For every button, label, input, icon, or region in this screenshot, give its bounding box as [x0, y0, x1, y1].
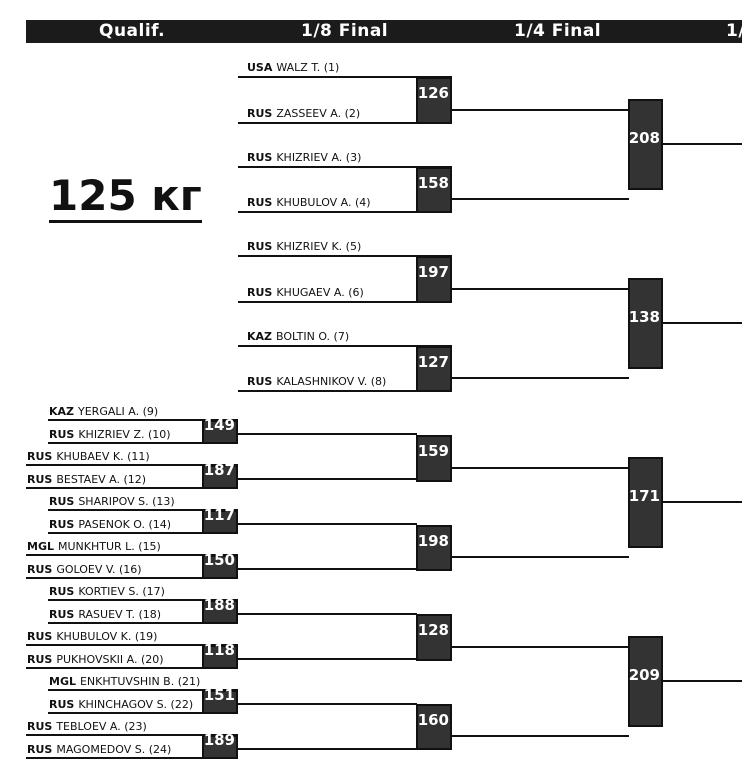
country-code: RUS: [247, 240, 273, 253]
country-code: RUS: [27, 653, 53, 666]
wrestler-name: KHINCHAGOV S. (22): [78, 698, 194, 711]
qualif-wrestler-bottom: [49, 698, 193, 712]
qualif-bout-box: [202, 641, 238, 669]
bout-number: 159: [417, 442, 449, 461]
wrestler-name: BESTAEV A. (12): [56, 473, 147, 486]
bout-number: 171: [628, 486, 660, 505]
qualif-wrestler-bottom: [49, 428, 171, 442]
country-code: RUS: [27, 743, 53, 756]
r16-bout-box: [416, 525, 452, 572]
qf-connector: [663, 501, 742, 503]
r16-connector: [452, 467, 629, 469]
country-code: RUS: [27, 473, 53, 486]
qf-bout-box: [628, 636, 663, 727]
r16-bout-box: [416, 346, 452, 393]
bout-number: 118: [203, 641, 235, 659]
country-code: RUS: [49, 428, 75, 441]
country-code: RUS: [27, 450, 53, 463]
bout-number: 160: [417, 710, 449, 729]
wrestler-name: YERGALI A. (9): [78, 405, 159, 418]
country-code: RUS: [27, 720, 53, 733]
country-code: RUS: [247, 196, 273, 209]
qualif-wrestler-bottom: [49, 518, 171, 532]
r16-bout-box: [416, 435, 452, 482]
bout-number: 128: [417, 621, 449, 640]
qf-connector: [663, 680, 742, 682]
country-code: RUS: [49, 518, 75, 531]
country-code: RUS: [49, 495, 75, 508]
qualif-connector: [238, 748, 417, 750]
bout-number: 158: [417, 173, 449, 192]
qualif-connector: [238, 658, 417, 660]
qualif-wrestler-top: [49, 585, 165, 599]
qf-bout-box: [628, 278, 663, 369]
qualif-connector: [238, 433, 417, 435]
qualif-connector: [238, 613, 417, 615]
qualif-wrestler-bottom: [27, 473, 146, 487]
qualif-wrestler-top: [27, 450, 150, 464]
r16-wrestler-bottom: [247, 286, 364, 300]
r16-bout-box: [416, 77, 452, 124]
country-code: RUS: [49, 698, 75, 711]
bout-number: 187: [203, 461, 235, 479]
bout-number: 150: [203, 551, 235, 569]
qualif-wrestler-top: [49, 405, 158, 419]
qualif-wrestler-bottom: [27, 653, 164, 667]
qualif-wrestler-top: [27, 540, 161, 554]
wrestler-name: GOLOEV V. (16): [56, 563, 142, 576]
qualif-wrestler-top: [49, 495, 175, 509]
bout-number: 149: [203, 416, 235, 434]
country-code: RUS: [49, 585, 75, 598]
wrestler-name: TEBLOEV A. (23): [56, 720, 147, 733]
country-code: RUS: [247, 150, 273, 164]
qualif-wrestler-bottom: [49, 608, 161, 622]
qf-bout-box: [628, 99, 663, 190]
wrestler-name: KHUBULOV A. (4): [276, 196, 371, 209]
qualif-wrestler-top: [27, 720, 147, 734]
r16-connector: [452, 288, 629, 290]
bout-number: 198: [417, 531, 449, 550]
r16-connector: [452, 556, 629, 558]
qualif-connector: [238, 478, 417, 480]
bout-number: 127: [417, 352, 449, 371]
bout-number: 197: [417, 263, 449, 282]
wrestler-name: KORTIEV S. (17): [78, 585, 165, 598]
wrestler-name: KHIZRIEV Z. (10): [78, 428, 171, 441]
bout-number: 188: [203, 596, 235, 614]
round-label-semi-final: 1/: [726, 21, 745, 41]
country-code: RUS: [27, 563, 53, 576]
qualif-wrestler-top: [27, 630, 157, 644]
r16-bout-box: [416, 704, 452, 751]
qualif-connector: [238, 568, 417, 570]
round-header: [26, 20, 745, 43]
round-label-qualif: Qualif.: [99, 21, 166, 41]
bout-number: 189: [203, 731, 235, 749]
qf-bout-box: [628, 457, 663, 548]
r16-connector: [452, 109, 629, 111]
qualif-connector: [238, 523, 417, 525]
country-code: MGL: [49, 675, 76, 688]
qualif-bout-box: [202, 461, 238, 489]
r16-bout-box: [416, 167, 452, 214]
r16-wrestler-top: [247, 151, 361, 165]
country-code: RUS: [247, 285, 273, 299]
r16-wrestler-top: [247, 240, 361, 254]
wrestler-name: ENKHTUVSHIN B. (21): [79, 675, 201, 688]
bout-number: 138: [628, 307, 660, 326]
r16-connector: [452, 377, 629, 379]
round-label-1-4-final: 1/4 Final: [514, 21, 602, 41]
r16-wrestler-top: [247, 330, 349, 344]
wrestler-name: KHUBULOV K. (19): [56, 630, 158, 643]
qualif-bout-box: [202, 416, 238, 444]
country-code: RUS: [27, 630, 53, 643]
bout-number: 117: [203, 506, 235, 524]
r16-wrestler-bottom: [247, 107, 360, 121]
wrestler-name: KALASHNIKOV V. (8): [276, 375, 387, 388]
wrestler-name: BOLTIN O. (7): [276, 329, 350, 343]
wrestler-name: KHIZRIEV A. (3): [276, 150, 362, 164]
country-code: RUS: [247, 106, 273, 120]
qualif-bout-box: [202, 506, 238, 534]
qualif-bout-box: [202, 551, 238, 579]
wrestler-name: KHUGAEV A. (6): [276, 285, 364, 299]
qualif-wrestler-bottom: [27, 743, 171, 757]
wrestler-name: KHUBAEV K. (11): [56, 450, 150, 463]
wrestler-name: MUNKHTUR L. (15): [57, 540, 161, 553]
r16-connector: [452, 198, 629, 200]
country-code: KAZ: [49, 405, 75, 418]
r16-wrestler-bottom: [247, 196, 371, 210]
qualif-connector: [238, 703, 417, 705]
wrestler-name: MAGOMEDOV S. (24): [56, 743, 172, 756]
wrestler-name: RASUEV T. (18): [78, 608, 162, 621]
country-code: RUS: [247, 375, 273, 388]
r16-bout-box: [416, 256, 452, 303]
qualif-wrestler-bottom: [27, 563, 142, 577]
wrestler-name: PASENOK O. (14): [78, 518, 172, 531]
bout-number: 126: [417, 84, 449, 103]
r16-connector: [452, 735, 629, 737]
wrestler-name: KHIZRIEV K. (5): [276, 240, 362, 253]
qf-connector: [663, 322, 742, 324]
r16-wrestler-bottom: [247, 375, 386, 389]
r16-bout-box: [416, 614, 452, 661]
bout-number: 208: [628, 128, 660, 147]
bout-number: 151: [203, 686, 235, 704]
country-code: USA: [247, 61, 273, 74]
wrestler-name: SHARIPOV S. (13): [78, 495, 175, 508]
country-code: KAZ: [247, 329, 273, 343]
qf-connector: [663, 143, 742, 145]
qualif-bout-box: [202, 731, 238, 759]
qualif-bout-box: [202, 596, 238, 624]
country-code: MGL: [27, 540, 54, 553]
r16-connector: [452, 646, 629, 648]
country-code: RUS: [49, 608, 75, 621]
r16-wrestler-top: [247, 61, 339, 75]
weight-class-title: 125 кг: [49, 172, 202, 223]
wrestler-name: PUKHOVSKII A. (20): [56, 653, 164, 666]
bout-number: 209: [628, 665, 660, 684]
qualif-wrestler-top: [49, 675, 200, 689]
wrestler-name: WALZ T. (1): [276, 61, 340, 74]
round-label-1-8-final: 1/8 Final: [301, 21, 389, 41]
wrestler-name: ZASSEEV A. (2): [276, 106, 361, 120]
qualif-bout-box: [202, 686, 238, 714]
